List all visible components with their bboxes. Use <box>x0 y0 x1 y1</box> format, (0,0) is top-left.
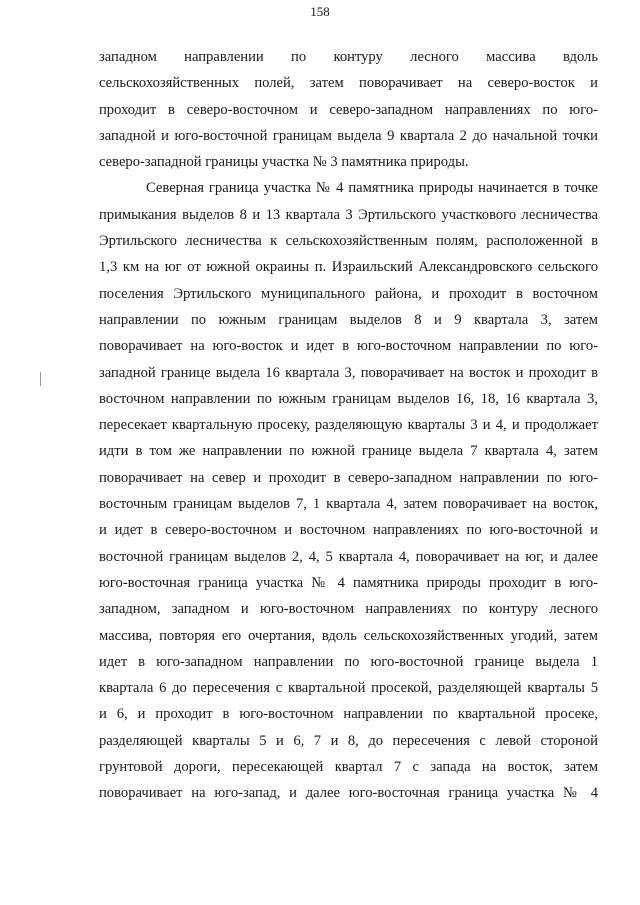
text-line: поселения Эртильского муниципального района, и проходит в восточном <box>99 285 598 302</box>
text-line: восточном направлении по южным границам выделов 16, 18, 16 квартала 3, <box>99 390 598 407</box>
text-line: юго-восточная граница участка № 4 памятника природы проходит в юго- <box>99 574 598 591</box>
paragraph <box>99 44 598 175</box>
text-line: сельскохозяйственных полей, затем поворачивает на северо-восток и <box>99 75 598 92</box>
text-line: поворачивает на юго-восток и идет в юго-восточном направлении по юго- <box>99 338 598 355</box>
text-line: идет в юго-западном направлении по юго-восточной границе выдела 1 <box>99 653 598 670</box>
text-line: массива, повторяя его очертания, вдоль сельскохозяйственных угодий, затем <box>99 627 598 644</box>
text-line: примыкания выделов 8 и 13 квартала 3 Эртильского участкового лесничества <box>99 206 598 223</box>
text-line: восточным границам выделов 7, 1 квартала 4, затем поворачивает на восток, <box>99 496 598 513</box>
text-line: грунтовой дороги, пересекающей квартал 7 с запада на восток, затем <box>99 759 598 776</box>
text-line: восточной границам выделов 2, 4, 5 квартала 4, поворачивает на юг, и далее <box>99 548 598 565</box>
text-line: квартала 6 до пересечения с квартальной просекой, разделяющей кварталы 5 <box>99 680 598 697</box>
text-line: 1,3 км на юг от южной окраины п. Израильский Александровского сельского <box>99 259 598 276</box>
text-line: идти в том же направлении по южной границе выдела 7 квартала 4, затем <box>99 443 598 460</box>
text-line: поворачивает на север и проходит в северо-западном направлении по юго- <box>99 469 598 486</box>
text-line: Эртильского лесничества к сельскохозяйственным полям, расположенной в <box>99 233 598 250</box>
body-text <box>99 44 598 807</box>
paragraph <box>99 175 598 806</box>
text-line: и идет в северо-восточном и восточном направлениях по юго-восточной и <box>99 522 598 539</box>
text-line: поворачивает на юго-запад, и далее юго-восточная граница участка № 4 <box>99 785 598 802</box>
text-line: северо-западной границы участка № 3 памятника природы. <box>99 154 469 171</box>
text-line: направлении по южным границам выделов 8 и 9 квартала 3, затем <box>99 311 598 328</box>
scan-artifact-mark <box>40 372 41 386</box>
page-number: 158 <box>310 4 330 19</box>
text-line: разделяющей кварталы 5 и 6, 7 и 8, до пересечения с левой стороной <box>99 732 598 749</box>
text-line: проходит в северо-восточном и северо-западном направлениях по юго- <box>99 101 598 118</box>
text-line: западном направлении по контуру лесного массива вдоль <box>99 49 598 65</box>
text-line: и 6, и проходит в юго-восточном направлении по квартальной просеке, <box>99 706 598 723</box>
text-line: западной и юго-восточной границам выдела 9 квартала 2 до начальной точки <box>99 127 598 144</box>
text-line: западной границе выдела 16 квартала 3, поворачивает на восток и проходит в <box>99 364 598 381</box>
text-line: западном, западном и юго-восточном направлениях по контуру лесного <box>99 601 598 618</box>
text-line: пересекает квартальную просеку, разделяющую кварталы 3 и 4, и продолжает <box>99 417 598 434</box>
text-line: Северная граница участка № 4 памятника природы начинается в точке <box>146 180 598 197</box>
